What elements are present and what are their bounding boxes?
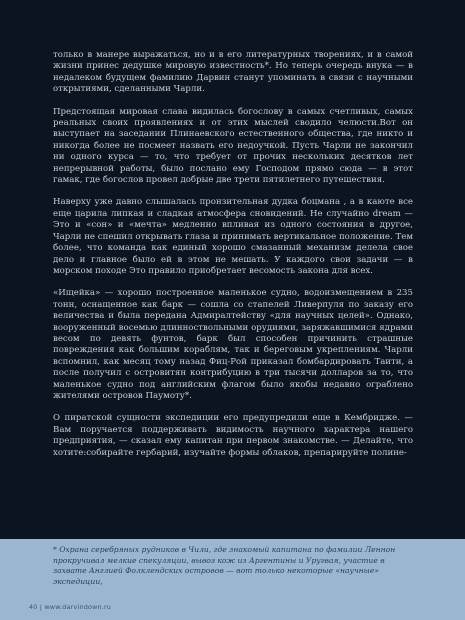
footer-site-link[interactable]: www.darvindown.ru (44, 603, 112, 611)
main-text-column (53, 50, 413, 459)
paragraph-2: Предстоящая мировая слава видилась богослову в самых счетливых, самых реальных своих проявлениях и от этих мыслей сводило челюсти.Вот он выступает на заседании Плинаевского естественного общества, где никто и никогда более не посмеет назвать его недоучкой. Пусть Чарли не закончил ни одного курса — то, что требует от прочих нескольких десятков лет непрерывной работы, было послано ему Господом прямо сюда — в этот гамак, где богослов провел добрые две трети пятилетнего путешествия. (53, 106, 413, 186)
paragraph-1: только в манере выражаться, но и в его литературных творениях, и в самой жизни принес дедушке мировую известность*. Но теперь очередь внука — в недалеком будущем фамилию Дарвин станут упоминать в связи с научными открытиями, сделанными Чарли. (53, 50, 413, 95)
footnote-text: * Охрана серебряных рудников в Чили, где знакомый капитана по фамилии Леннон прокручивал мелкие спекуляции, вывоз кож из Аргентины и Уругвая, участие в захвате Англией Фолклендских островов — вот только некоторые «научные» экспедиции, (53, 545, 396, 586)
page-number: 40 (29, 603, 38, 611)
page-footer (29, 603, 111, 611)
footer-separator: | (39, 603, 43, 611)
paragraph-4: «Ищейка» — хорошо построенное маленькое судно, водоизмещением в 235 тонн, оснащенное как барк — сошла со стапелей Ливерпуля по заказу его величества и была передана Адмиралтейству «для научных целей». Однако, вооруженный восемью длинноствольными орудиями, заряжавшимися ядрами весом по девять фунтов, барк был способен причинить страшные повреждения как большим кораблям, так и береговым укреплениям. Чарли вспомнил, как месяц тому назад Фиц-Рой приказал бомбардировать Таити, а после получил с островитян контрибуцию в три тысячи долларов за то, что маленькое судно под английским флагом было якобы недавно ограблено жителями островов Паумоту*. (53, 288, 413, 401)
paragraph-5: О пиратской сущности экспедиции его предупредили еще в Кембридже. — Вам поручается поддерживать видимость научного характера нашего предприятия, — сказал ему капитан при первом знакомстве. — Делайте, что хотите:собирайте гербарий, изучайте формы облаков, препарируйте полине- (53, 413, 413, 458)
paragraph-3: Наверху уже давно слышалась пронзительная дудка боцмана , а в каюте все еще царила липкая и сладкая атмосфера сновидений. Не случайно dream — Это и «сон» и «мечта» медленно впливая из одного состояния в другое, Чарли не спешил открывать глаза и принимать вертикальное положение. Тем более, что команда как единый хорошо смазанный механизм делела свое дело и главное было ей в этом не мешать. У каждого свои задачи — в морском походе Это правило приобретает весомость закона для всех. (53, 197, 413, 276)
